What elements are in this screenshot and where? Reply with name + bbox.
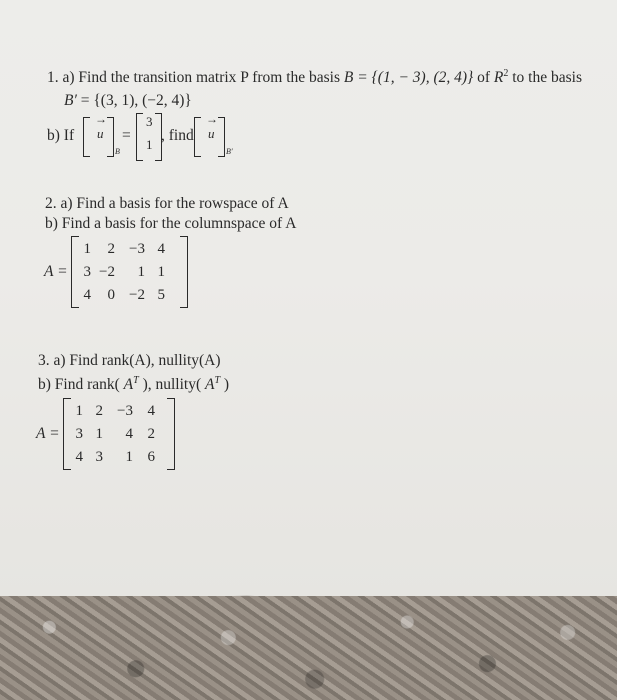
matrix-cell: 3 bbox=[83, 264, 91, 280]
basis-B: B = {(1, − 3), (2, 4)} bbox=[343, 69, 474, 86]
vector-u-Bprime-bracket-left bbox=[194, 117, 201, 157]
vector-entry-1: 1 bbox=[146, 137, 153, 152]
transpose-superscript: T bbox=[133, 375, 139, 386]
problem-1a-line2 bbox=[64, 93, 192, 109]
vector-u-Bprime-bracket-right bbox=[218, 117, 225, 157]
u-arrow-2: → bbox=[206, 112, 218, 126]
subscript-B: B bbox=[115, 147, 120, 156]
matrix-cell: 4 bbox=[75, 449, 83, 465]
matrix-cell: 4 bbox=[125, 426, 133, 442]
matrix-cell: 1 bbox=[75, 403, 83, 419]
problem-1a-text: 1. a) Find the transition matrix P from the basis bbox=[47, 69, 344, 86]
vector-u-B-bracket-left bbox=[83, 117, 90, 157]
basis-Bprime-symbol: B′ bbox=[64, 92, 77, 109]
u-symbol-2: u bbox=[208, 126, 215, 141]
u-arrow: → bbox=[95, 112, 107, 126]
matrix-cell: 2 bbox=[107, 241, 115, 257]
problem-1b-label: b) If bbox=[47, 127, 75, 144]
matrix-cell: 2 bbox=[147, 426, 155, 442]
matrix-cell: 0 bbox=[107, 287, 115, 303]
matrix-cell: 3 bbox=[75, 426, 83, 442]
matrix-cell: 1 bbox=[95, 426, 103, 442]
matrix-entries bbox=[73, 400, 155, 469]
matrix-cell: −3 bbox=[129, 241, 145, 257]
R-symbol: R bbox=[493, 69, 504, 86]
transpose-superscript-2: T bbox=[214, 375, 221, 386]
matrix-cell: 1 bbox=[125, 449, 133, 465]
matrix-entries bbox=[81, 238, 165, 307]
problem-3b-line bbox=[38, 376, 229, 393]
problem-2b-text: b) Find a basis for the columnspace of A bbox=[45, 215, 297, 232]
matrix-bracket-right bbox=[180, 236, 188, 308]
matrix-cell: 1 bbox=[83, 241, 91, 257]
A-symbol: A bbox=[123, 376, 134, 393]
matrix-bracket-right bbox=[167, 398, 175, 470]
matrix-cell: 4 bbox=[83, 287, 91, 303]
A-symbol-2: A bbox=[205, 376, 215, 393]
matrix-A-label: A = bbox=[44, 263, 68, 280]
matrix-A-problem-2 bbox=[71, 236, 188, 308]
matrix-A-problem-3 bbox=[63, 398, 175, 470]
problem-1a-line bbox=[47, 69, 582, 86]
vector-3-1-bracket-left bbox=[136, 113, 143, 161]
of-text: of bbox=[473, 69, 494, 86]
textured-surface bbox=[0, 596, 617, 700]
matrix-cell: −3 bbox=[117, 403, 133, 419]
problem-3b-text-2: ), nullity( bbox=[138, 376, 206, 393]
vector-entry-3: 3 bbox=[146, 114, 153, 129]
matrix-cell: 3 bbox=[95, 449, 103, 465]
find-text: , find bbox=[161, 127, 194, 144]
matrix-cell: 1 bbox=[137, 264, 145, 280]
vector-u-B-bracket-right bbox=[107, 117, 114, 157]
problem-3b-text-1: b) Find rank( bbox=[38, 376, 124, 393]
problem-3a-text: 3. a) Find rank(A), nullity(A) bbox=[38, 352, 221, 369]
u-symbol: u bbox=[97, 126, 104, 141]
R-exponent: 2 bbox=[503, 68, 509, 79]
matrix-A-label-3: A = bbox=[36, 425, 60, 442]
basis-Bprime-set: = {(3, 1), (−2, 4)} bbox=[76, 92, 192, 109]
matrix-bracket-left bbox=[63, 398, 71, 470]
matrix-cell: −2 bbox=[129, 287, 145, 303]
matrix-cell: 2 bbox=[95, 403, 103, 419]
problem-2a-text: 2. a) Find a basis for the rowspace of A bbox=[45, 195, 289, 212]
equals-sign: = bbox=[122, 127, 131, 144]
matrix-cell: 4 bbox=[147, 403, 155, 419]
to-basis-text: to the basis bbox=[508, 69, 582, 86]
matrix-cell: 1 bbox=[157, 264, 165, 280]
problem-3b-text-3: ) bbox=[220, 376, 230, 393]
matrix-cell: 6 bbox=[147, 449, 155, 465]
matrix-cell: 5 bbox=[157, 287, 165, 303]
matrix-bracket-left bbox=[71, 236, 79, 308]
matrix-cell: 4 bbox=[157, 241, 165, 257]
subscript-Bprime: B′ bbox=[226, 147, 233, 156]
matrix-cell: −2 bbox=[99, 264, 115, 280]
